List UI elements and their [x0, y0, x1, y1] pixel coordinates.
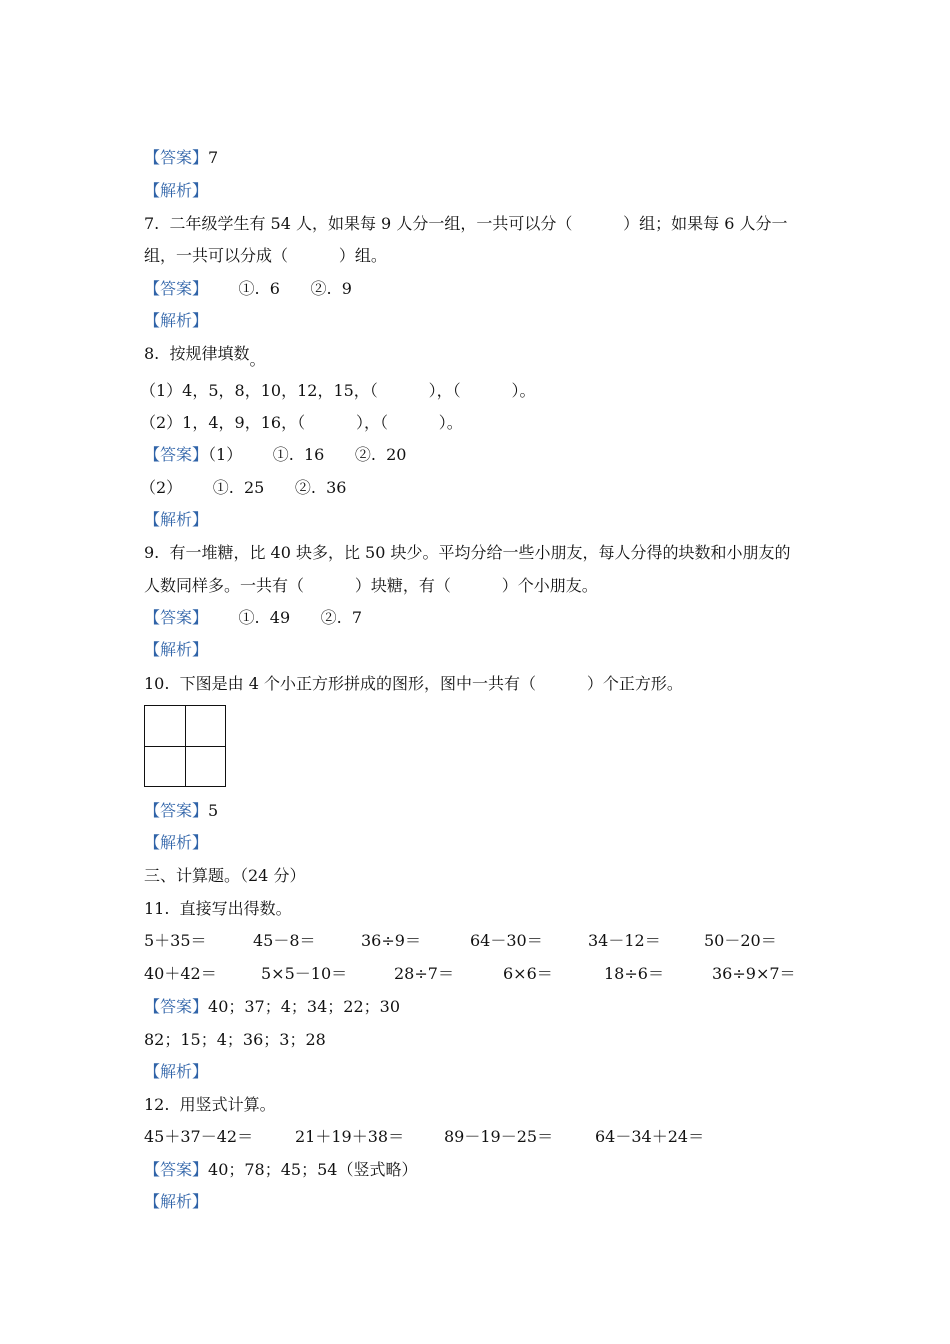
q11-item: 36÷9×7＝	[712, 964, 796, 983]
q12-item: 21＋19＋38＝	[295, 1127, 405, 1146]
four-square-figure	[144, 705, 226, 787]
q9-analysis-tag: 【解析】	[144, 640, 209, 659]
q11-item: 34－12＝	[588, 931, 661, 950]
q8-analysis-tag: 【解析】	[144, 510, 209, 529]
q11-item: 28÷7＝	[394, 964, 454, 983]
answer-tag: 【答案】	[144, 445, 209, 464]
section3-title: 三、计算题。（24 分）	[144, 866, 306, 885]
q10-answer-value: 5	[208, 801, 219, 820]
q7-analysis-tag: 【解析】	[144, 311, 209, 330]
answer-tag: 【答案】	[144, 801, 209, 820]
q6-answer-value: 7	[208, 148, 219, 167]
q8-sub2: （2）1，4，9，16，（ ），（ ）。	[140, 413, 463, 432]
q12-item: 64－34＋24＝	[595, 1127, 705, 1146]
q8-answer1	[144, 443, 406, 467]
q11-answer1-value: 40；37；4；34；22；30	[208, 997, 400, 1016]
q6-analysis-tag: 【解析】	[144, 181, 209, 200]
q12-answer-value: 40；78；45；54（竖式略）	[208, 1160, 418, 1179]
q8-title	[144, 342, 266, 369]
q10-answer	[144, 799, 218, 823]
q8-title-text: 8. 按规律填数	[144, 344, 250, 363]
q12-title: 12. 用竖式计算。	[144, 1095, 276, 1114]
q12-item: 45＋37－42＝	[144, 1127, 254, 1146]
q10-analysis-tag: 【解析】	[144, 833, 209, 852]
q7-line2: 组，一共可以分成（ ）组。	[144, 246, 387, 265]
q11-row2	[0, 962, 950, 986]
q9-line2: 人数同样多。一共有（ ）块糖，有（ ）个小朋友。	[144, 576, 598, 595]
q7-answer-value: ①. 6 ②. 9	[208, 279, 352, 298]
q11-row1	[0, 929, 950, 953]
q8-title-mark: 。	[249, 350, 266, 369]
q11-item: 50－20＝	[704, 931, 777, 950]
answer-tag: 【答案】	[144, 997, 209, 1016]
q12-answer	[144, 1158, 417, 1182]
q12-row	[0, 1125, 950, 1149]
q12-analysis-tag: 【解析】	[144, 1192, 209, 1211]
answer-tag: 【答案】	[144, 608, 209, 627]
q7-line1: 7. 二年级学生有 54 人，如果每 9 人分一组，一共可以分（ ）组；如果每 6 人分一	[144, 214, 788, 233]
q11-answer2: 82；15；4；36；3；28	[144, 1030, 326, 1049]
q11-item: 6×6＝	[503, 964, 553, 983]
q10-line1: 10. 下图是由 4 个小正方形拼成的图形，图中一共有（ ）个正方形。	[144, 674, 683, 693]
figure-horizontal-divider	[145, 746, 225, 747]
q11-item: 5＋35＝	[144, 931, 207, 950]
q6-answer	[144, 146, 218, 170]
q11-answer1	[144, 995, 400, 1019]
q8-answer2: （2） ①. 25 ②. 36	[140, 478, 347, 497]
q12-item: 89－19－25＝	[444, 1127, 554, 1146]
q11-item: 45－8＝	[253, 931, 316, 950]
q11-item: 64－30＝	[470, 931, 543, 950]
q11-item: 40＋42＝	[144, 964, 217, 983]
q8-sub1: （1）4，5，8，10，12，15，（ ），（ ）。	[140, 381, 536, 400]
q11-title: 11. 直接写出得数。	[144, 899, 292, 918]
q11-item: 5×5－10＝	[261, 964, 348, 983]
answer-tag: 【答案】	[144, 148, 209, 167]
q9-line1: 9. 有一堆糖，比 40 块多，比 50 块少。平均分给一些小朋友，每人分得的块数和小朋友的	[144, 543, 791, 562]
q7-answer	[144, 277, 352, 301]
answer-tag: 【答案】	[144, 1160, 209, 1179]
q8-answer1-value: （1） ①. 16 ②. 20	[208, 445, 407, 464]
q11-item: 36÷9＝	[361, 931, 421, 950]
q11-item: 18÷6＝	[604, 964, 664, 983]
q11-analysis-tag: 【解析】	[144, 1062, 209, 1081]
q9-answer-value: ①. 49 ②. 7	[208, 608, 363, 627]
answer-tag: 【答案】	[144, 279, 209, 298]
q9-answer	[144, 606, 362, 630]
